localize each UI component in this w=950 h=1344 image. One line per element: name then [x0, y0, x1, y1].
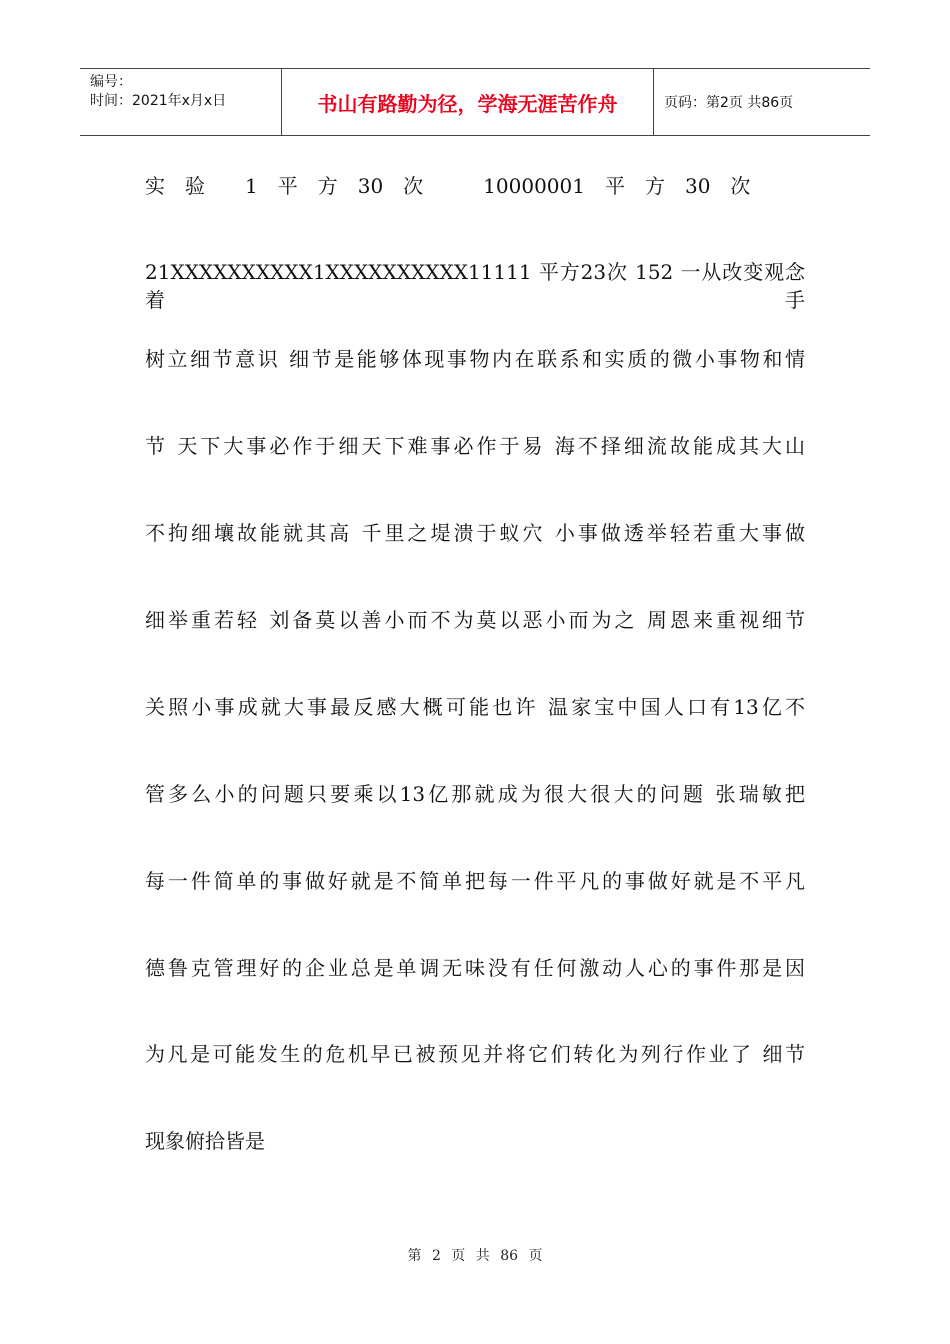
page-footer: 第 2 页 共 86 页 [407, 1248, 543, 1264]
serial-label: 编号： [90, 74, 132, 90]
body-line: 管多么小的问题只要乘以13亿那就成为很大很大的问题 张瑞敏把 [145, 782, 805, 806]
body-line: 树立细节意识 细节是能够体现事物内在联系和实质的微小事物和情 [145, 347, 805, 371]
header-motto: 书山有路勤为径，学海无涯苦作舟 [282, 69, 654, 135]
body-line: 关照小事成就大事最反感大概可能也许 温家宝中国人口有13亿不 [145, 695, 805, 719]
body-line: 实 验 1 平 方 30 次 10000001 平 方 30 次 [145, 174, 751, 198]
header-meta [80, 69, 282, 135]
body-line: 细举重若轻 刘备莫以善小而不为莫以恶小而为之 周恩来重视细节 [145, 608, 805, 632]
body-line: 节 天下大事必作于细天下难事必作于易 海不择细流故能成其大山 [145, 434, 805, 458]
body-line: 每一件简单的事做好就是不简单把每一件平凡的事做好就是不平凡 [145, 869, 805, 893]
header-page-info: 页码：第2页 共86页 [664, 95, 794, 111]
date-label: 时间：2021年x月x日 [90, 93, 227, 109]
body-line: 21XXXXXXXXXX1XXXXXXXXXX11111 平方23次 152 一从改变观念着手 [145, 260, 805, 312]
body-line: 不拘细壤故能就其高 千里之堤溃于蚁穴 小事做透举轻若重大事做 [145, 521, 805, 545]
page-header [80, 68, 870, 136]
body-line: 德鲁克管理好的企业总是单调无味没有任何激动人心的事件那是因 [145, 956, 805, 980]
body-line: 现象俯拾皆是 [145, 1129, 265, 1153]
body-line: 为凡是可能发生的危机早已被预见并将它们转化为列行作业了 细节 [145, 1042, 805, 1066]
